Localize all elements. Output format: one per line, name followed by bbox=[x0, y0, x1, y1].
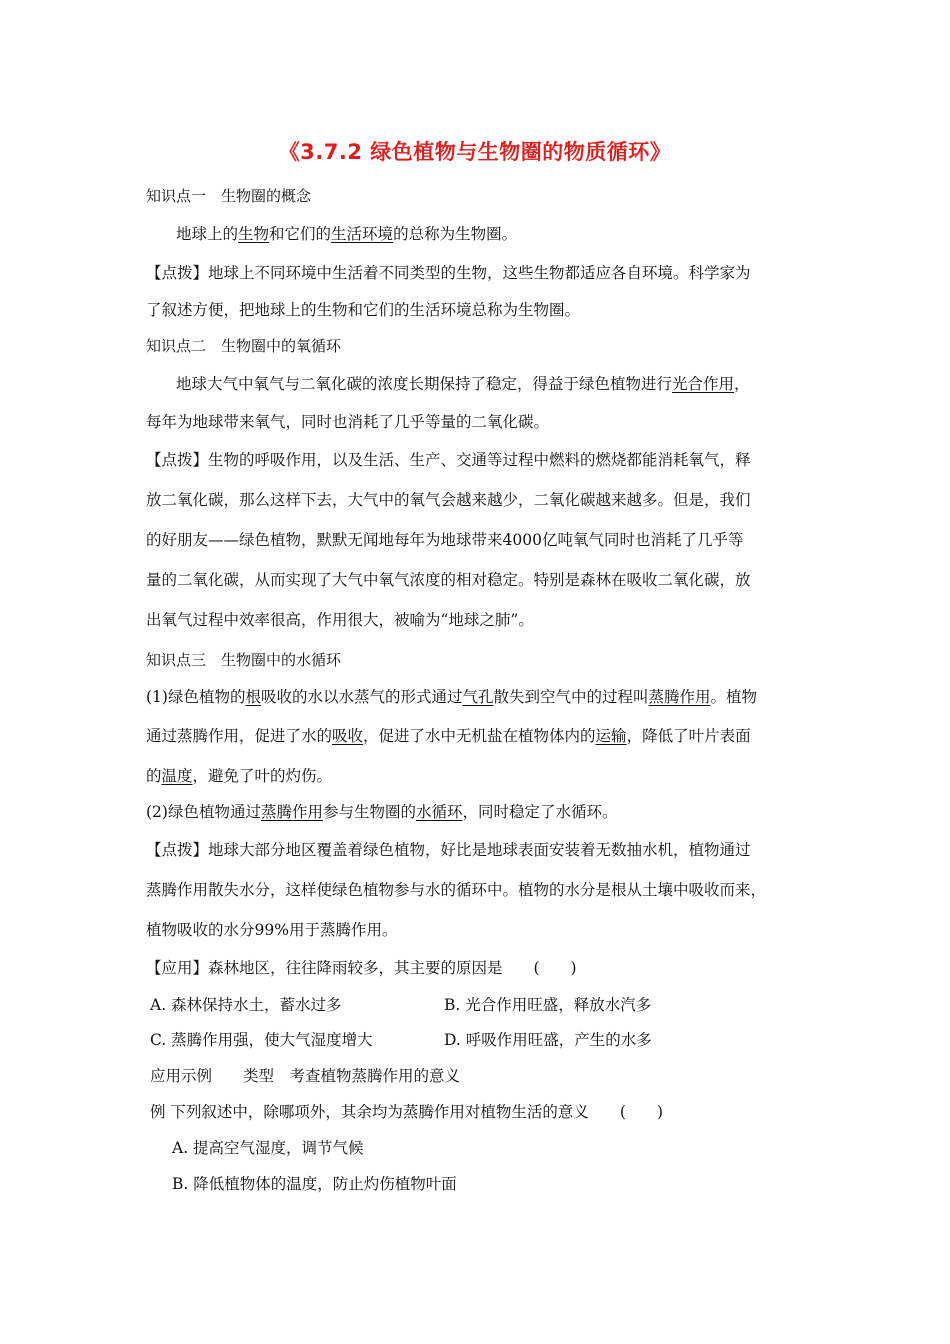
underlined-term: 蒸腾作用 bbox=[260, 803, 323, 821]
k1-tip-line: 了叙述方便，把地球上的生物和它们的生活环境总称为生物圈。 bbox=[146, 301, 581, 319]
k2-paragraph: 地球大气中氧气与二氧化碳的浓度长期保持了稳定，得益于绿色植物进行光合作用， bbox=[176, 375, 750, 393]
underlined-term: 温度 bbox=[161, 767, 193, 785]
underlined-term: 气孔 bbox=[462, 688, 494, 706]
apply-option-c: C. 蒸腾作用强，使大气湿度增大 bbox=[150, 1031, 373, 1049]
k2-tip-line: 量的二氧化碳，从而实现了大气中氧气浓度的相对稳定。特别是森林在吸收二氧化碳，放 bbox=[146, 571, 751, 589]
k2-tip-line: 的好朋友——绿色植物，默默无闻地每年为地球带来4000亿吨氧气同时也消耗了几乎等 bbox=[146, 531, 744, 549]
k2-tip-line: 放二氧化碳，那么这样下去，大气中的氧气会越来越少，二氧化碳越来越多。但是，我们 bbox=[146, 491, 751, 509]
k3-paragraph-4: (2)绿色植物通过蒸腾作用参与生物圈的水循环，同时稳定了水循环。 bbox=[146, 803, 618, 821]
k3-tip-line: 植物吸收的水分99%用于蒸腾作用。 bbox=[146, 921, 398, 939]
underlined-term: 水循环 bbox=[416, 803, 463, 821]
k3-paragraph-3: 的温度，避免了叶的灼伤。 bbox=[146, 767, 333, 785]
underlined-term: 运输 bbox=[595, 727, 627, 745]
document-title: 《3.7.2 绿色植物与生物圈的物质循环》 bbox=[278, 140, 672, 164]
apply-option-d: D. 呼吸作用旺盛，产生的水多 bbox=[444, 1031, 652, 1049]
section-heading-1: 知识点一 生物圈的概念 bbox=[146, 187, 312, 205]
k1-tip-line: 【点拨】地球上不同环境中生活着不同类型的生物，这些生物都适应各自环境。科学家为 bbox=[146, 264, 751, 282]
underlined-term: 光合作用 bbox=[672, 375, 735, 393]
k2-tip-line: 【点拨】生物的呼吸作用，以及生活、生产、交通等过程中燃料的燃烧都能消耗氧气，释 bbox=[146, 451, 751, 469]
apply-option-b: B. 光合作用旺盛，释放水汽多 bbox=[444, 996, 652, 1014]
example-heading: 应用示例 类型 考查植物蒸腾作用的意义 bbox=[150, 1067, 461, 1085]
underlined-term: 生活环境 bbox=[331, 225, 394, 243]
section-heading-2: 知识点二 生物圈中的氧循环 bbox=[146, 337, 342, 355]
apply-question: 【应用】森林地区，往往降雨较多，其主要的原因是 ( ) bbox=[146, 959, 577, 977]
underlined-term: 吸收 bbox=[332, 727, 364, 745]
underlined-term: 根 bbox=[245, 688, 261, 706]
underlined-term: 生物 bbox=[238, 225, 270, 243]
k3-paragraph-2: 通过蒸腾作用，促进了水的吸收，促进了水中无机盐在植物体内的运输，降低了叶片表面 bbox=[146, 727, 751, 745]
example-option-a: A. 提高空气湿度，调节气候 bbox=[172, 1139, 364, 1157]
k2-paragraph-line: 每年为地球带来氧气，同时也消耗了几乎等量的二氧化碳。 bbox=[146, 413, 550, 431]
underlined-term: 蒸腾作用 bbox=[648, 688, 711, 706]
k1-paragraph: 地球上的生物和它们的生活环境的总称为生物圈。 bbox=[176, 225, 518, 243]
k3-paragraph-1: (1)绿色植物的根吸收的水以水蒸气的形式通过气孔散失到空气中的过程叫蒸腾作用。植物 bbox=[146, 688, 758, 706]
example-option-b: B. 降低植物体的温度，防止灼伤植物叶面 bbox=[172, 1175, 457, 1193]
k2-tip-line: 出氧气过程中效率很高，作用很大，被喻为“地球之肺”。 bbox=[146, 611, 534, 629]
section-heading-3: 知识点三 生物圈中的水循环 bbox=[146, 651, 342, 669]
k3-tip-line: 【点拨】地球大部分地区覆盖着绿色植物，好比是地球表面安装着无数抽水机，植物通过 bbox=[146, 841, 751, 859]
k3-tip-line: 蒸腾作用散失水分，这样使绿色植物参与水的循环中。植物的水分是根从土壤中吸收而来， bbox=[146, 881, 767, 899]
example-question: 例 下列叙述中，除哪项外，其余均为蒸腾作用对植物生活的意义 ( ) bbox=[150, 1103, 664, 1121]
apply-option-a: A. 森林保持水土，蓄水过多 bbox=[150, 996, 342, 1014]
